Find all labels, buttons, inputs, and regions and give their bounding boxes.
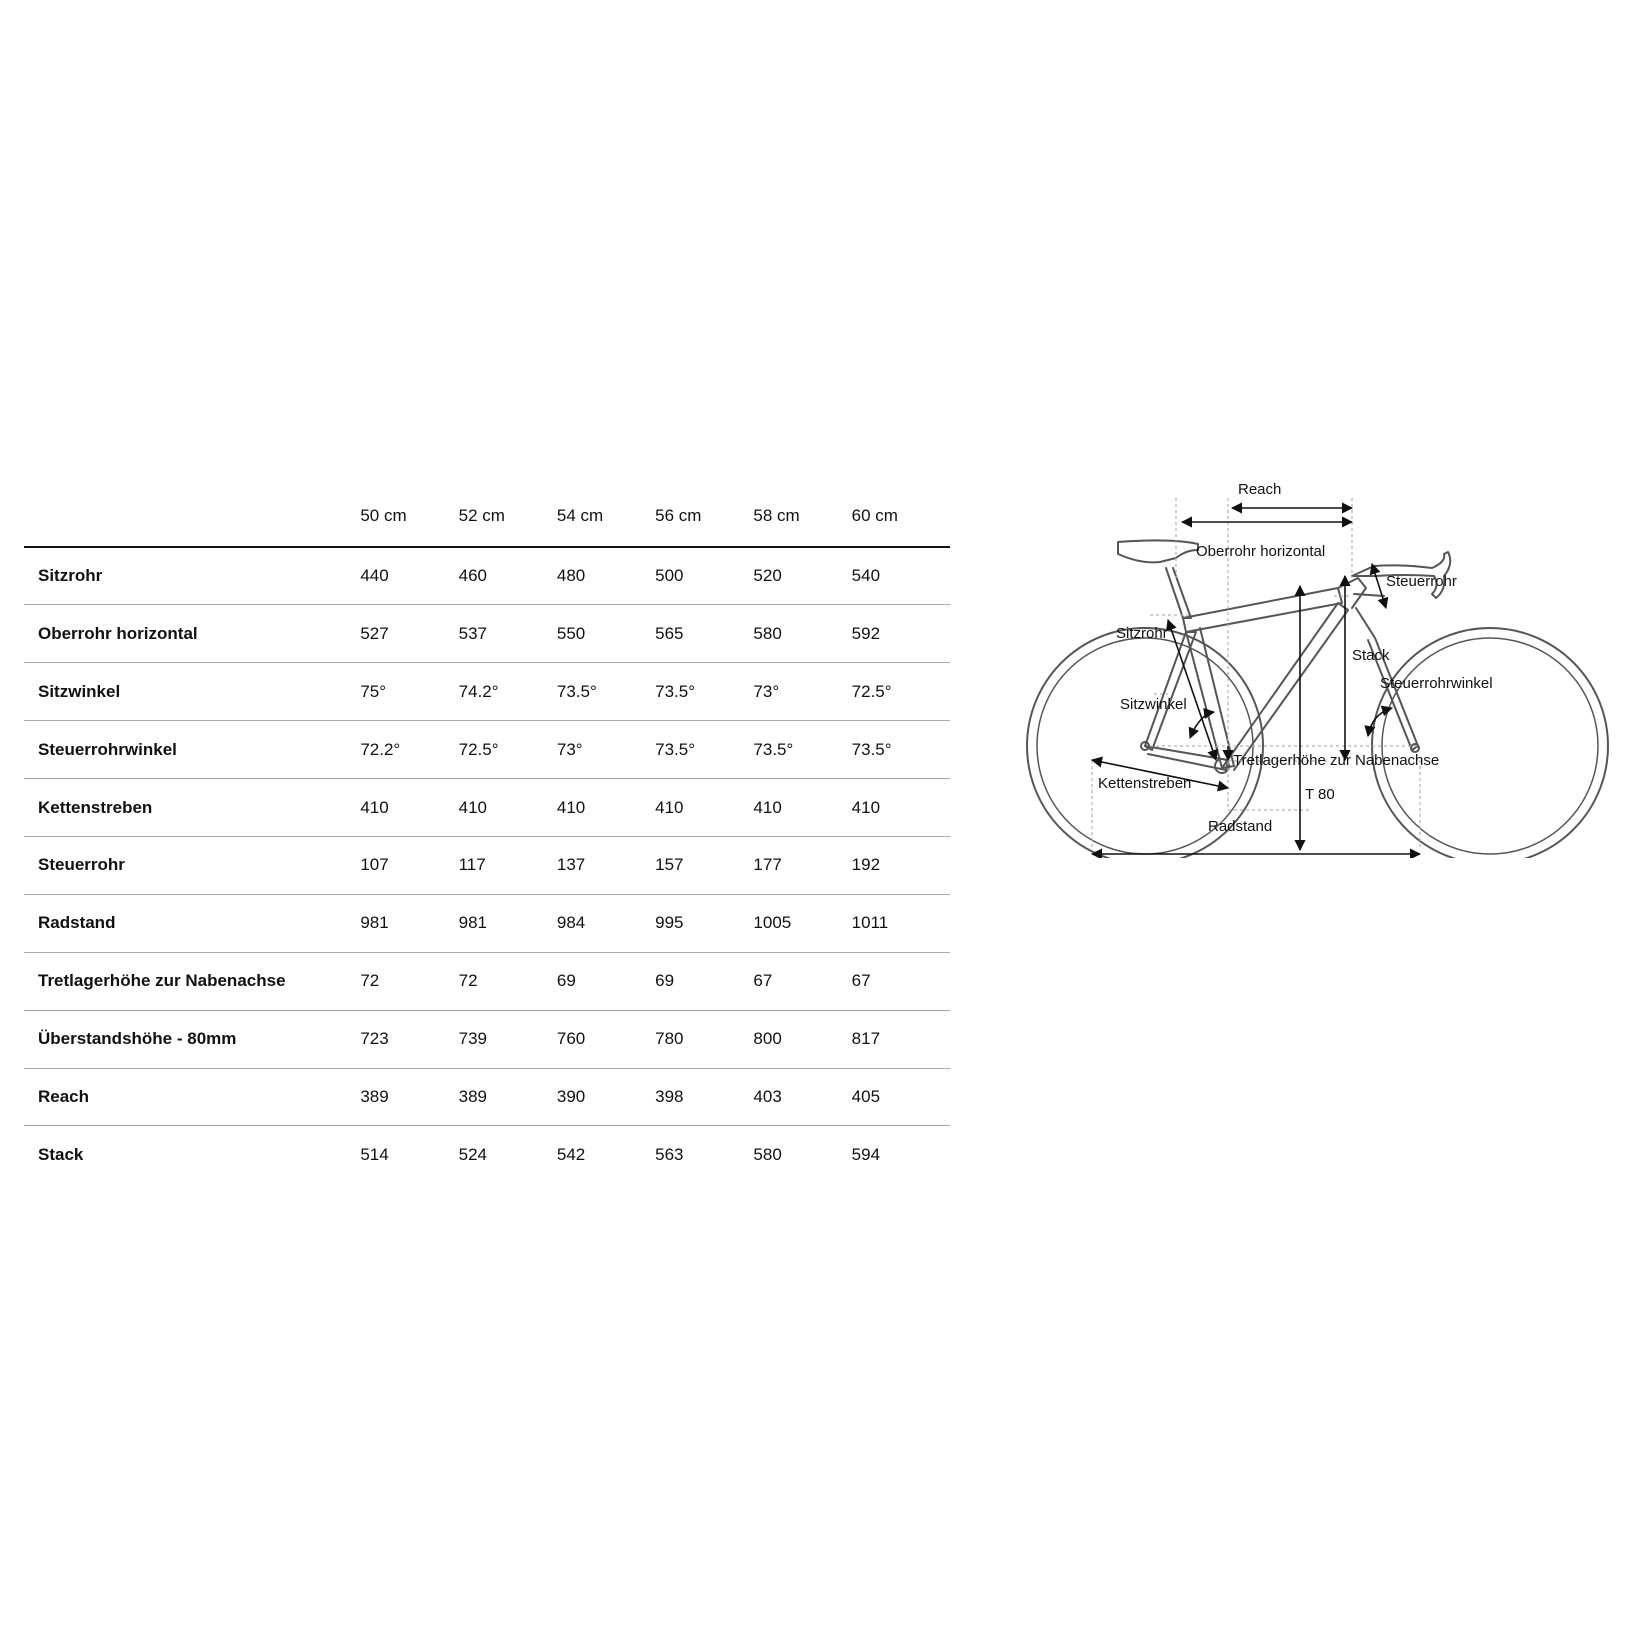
table-cell: 398 <box>655 1068 753 1126</box>
table-cell: 723 <box>360 1010 458 1068</box>
table-cell: 389 <box>459 1068 557 1126</box>
table-cell: 73.5° <box>655 721 753 779</box>
table-cell: 563 <box>655 1126 753 1184</box>
size-column-header: 56 cm <box>655 486 753 547</box>
table-cell: 73° <box>557 721 655 779</box>
table-row <box>24 836 950 894</box>
table-cell: 74.2° <box>459 663 557 721</box>
table-cell: 542 <box>557 1126 655 1184</box>
table-cell: 981 <box>360 894 458 952</box>
table-cell: 524 <box>459 1126 557 1184</box>
table-cell: 1005 <box>753 894 851 952</box>
table-cell: 72 <box>360 952 458 1010</box>
table-row <box>24 663 950 721</box>
table-cell: 410 <box>459 779 557 837</box>
table-cell: 527 <box>360 605 458 663</box>
table-cell: 405 <box>852 1068 950 1126</box>
table-cell: 460 <box>458 566 487 586</box>
table-cell: 514 <box>360 1126 458 1184</box>
table-cell: 73° <box>753 663 851 721</box>
table-cell: 73.5° <box>557 663 655 721</box>
row-label: Sitzrohr <box>38 566 103 586</box>
table-cell: 72.5° <box>852 663 950 721</box>
label-sitzrohr: Sitzrohr <box>1116 625 1168 642</box>
table-cell: 984 <box>557 894 655 952</box>
geometry-table-container <box>24 486 950 1184</box>
table-cell: 390 <box>557 1068 655 1126</box>
table-cell: 389 <box>360 1068 458 1126</box>
row-label: Reach <box>24 1068 360 1126</box>
label-steuerrohr: Steuerrohr <box>1386 573 1457 590</box>
table-row <box>24 894 950 952</box>
table-cell: 177 <box>753 836 851 894</box>
table-cell: 75° <box>360 663 458 721</box>
front-wheel <box>1372 628 1608 858</box>
table-row <box>24 1126 950 1184</box>
table-cell: 800 <box>753 1010 851 1068</box>
size-column-header: 58 cm <box>753 486 851 547</box>
label-kettenstreben: Kettenstreben <box>1098 775 1192 792</box>
table-row <box>24 1068 950 1126</box>
table-cell: 1011 <box>852 894 950 952</box>
table-cell: 410 <box>655 779 753 837</box>
table-row <box>24 547 950 605</box>
table-cell: 107 <box>360 836 458 894</box>
table-row <box>24 1010 950 1068</box>
size-column-header: 54 cm <box>557 486 655 547</box>
table-cell: 580 <box>753 1126 851 1184</box>
row-label: Überstandshöhe - 80mm <box>24 1010 360 1068</box>
table-row <box>24 779 950 837</box>
table-cell: 72.2° <box>360 721 458 779</box>
diagram-labels <box>1098 481 1493 835</box>
table-cell: 73.5° <box>753 721 851 779</box>
table-cell: 580 <box>753 605 851 663</box>
size-column-header: 50 cm <box>360 486 458 547</box>
table-cell: 67 <box>753 952 851 1010</box>
table-cell: 440 <box>360 566 389 586</box>
bike-geometry-diagram <box>1000 478 1630 858</box>
table-cell: 760 <box>557 1010 655 1068</box>
header-label-cell <box>24 486 360 547</box>
table-cell: 410 <box>753 779 851 837</box>
table-cell: 117 <box>459 836 557 894</box>
table-cell: 540 <box>851 566 881 586</box>
table-row <box>24 952 950 1010</box>
table-cell: 69 <box>655 952 753 1010</box>
row-label: Stack <box>24 1126 360 1184</box>
table-cell: 592 <box>852 605 950 663</box>
table-header-row <box>24 486 950 547</box>
table-cell: 73.5° <box>655 663 753 721</box>
table-cell: 72 <box>459 952 557 1010</box>
table-cell: 410 <box>360 779 458 837</box>
bike-diagram-svg <box>1000 478 1630 858</box>
row-label: Tretlagerhöhe zur Nabenachse <box>24 952 360 1010</box>
size-column-header: 60 cm <box>852 486 950 547</box>
label-reach: Reach <box>1238 481 1282 498</box>
table-cell: 594 <box>852 1126 950 1184</box>
row-label: Radstand <box>24 894 360 952</box>
row-label: Steuerrohr <box>24 836 360 894</box>
row-label: Kettenstreben <box>24 779 360 837</box>
table-cell: 157 <box>655 836 753 894</box>
table-cell: 403 <box>753 1068 851 1126</box>
table-cell: 995 <box>655 894 753 952</box>
table-cell: 73.5° <box>852 721 950 779</box>
label-radstand: Radstand <box>1208 818 1273 835</box>
table-row <box>24 721 950 779</box>
table-cell: 410 <box>557 779 655 837</box>
row-label: Steuerrohrwinkel <box>24 721 360 779</box>
row-label: Oberrohr horizontal <box>24 605 360 663</box>
table-cell: 69 <box>557 952 655 1010</box>
table-row <box>24 605 950 663</box>
size-column-header: 52 cm <box>459 486 557 547</box>
table-cell: 480 <box>556 566 586 586</box>
table-cell: 550 <box>557 605 655 663</box>
table-cell: 410 <box>852 779 950 837</box>
table-cell: 565 <box>655 605 753 663</box>
label-sitzwinkel: Sitzwinkel <box>1120 696 1187 713</box>
table-cell: 780 <box>655 1010 753 1068</box>
table-cell: 817 <box>852 1010 950 1068</box>
label-steuerrohrwinkel: Steuerrohrwinkel <box>1380 675 1493 692</box>
row-label: Sitzwinkel <box>24 663 360 721</box>
table-cell: 981 <box>459 894 557 952</box>
table-cell: 739 <box>459 1010 557 1068</box>
label-tretlager: Tretlagerhöhe zur Nabenachse <box>1233 752 1440 769</box>
table-cell: 137 <box>557 836 655 894</box>
table-cell: 67 <box>852 952 950 1010</box>
label-t80: T 80 <box>1305 786 1335 803</box>
table-cell: 537 <box>459 605 557 663</box>
label-stack: Stack <box>1352 647 1390 664</box>
table-cell: 72.5° <box>459 721 557 779</box>
table-cell: 500 <box>655 566 684 586</box>
table-cell: 192 <box>852 836 950 894</box>
geometry-table <box>24 486 950 1184</box>
table-cell: 520 <box>753 566 782 586</box>
label-oberrohr-horizontal: Oberrohr horizontal <box>1196 543 1326 560</box>
